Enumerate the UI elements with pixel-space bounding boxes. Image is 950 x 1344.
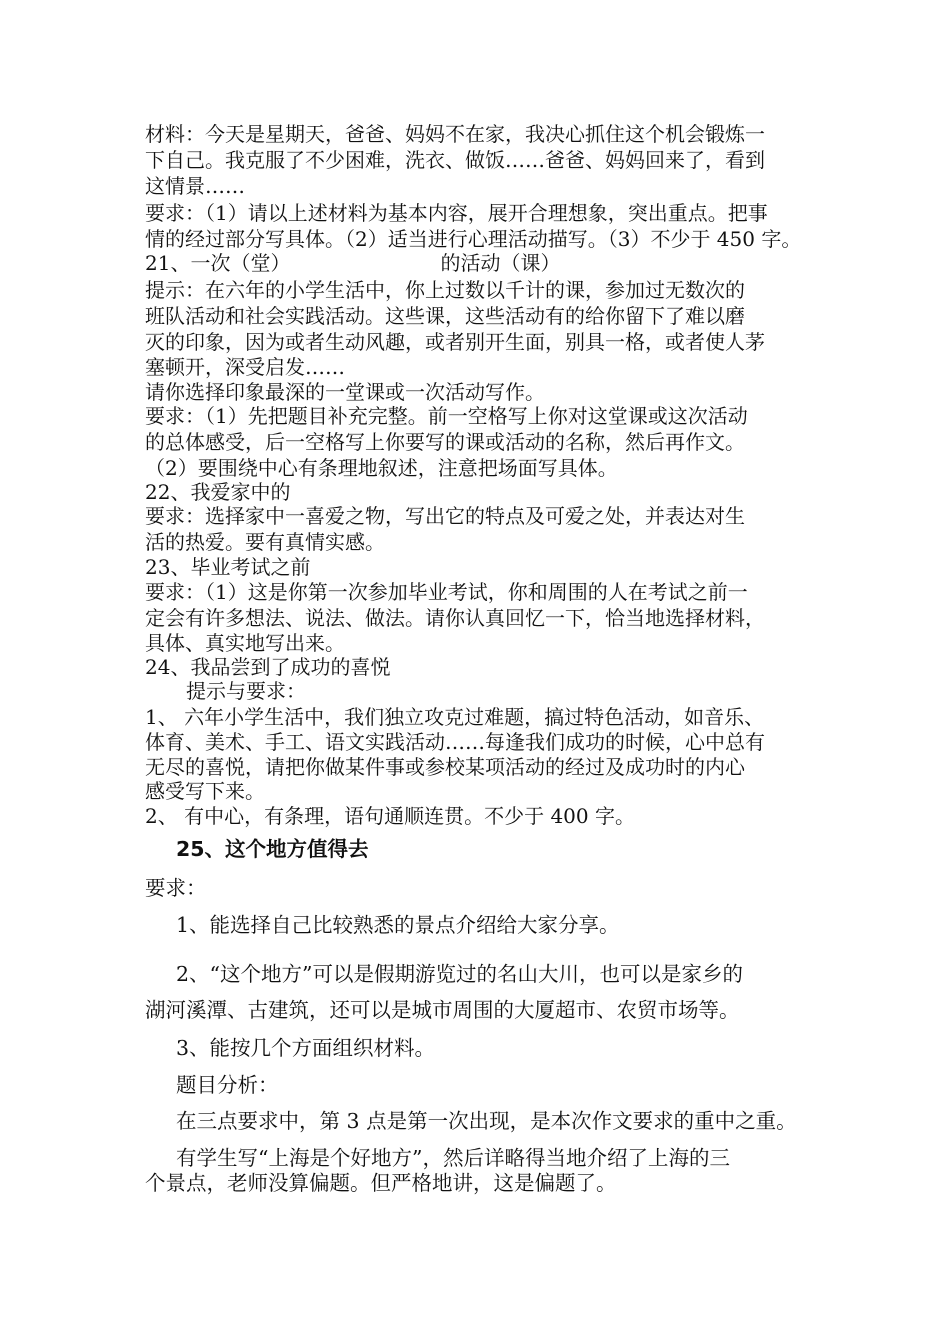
- text-line: 感受写下来。: [145, 779, 265, 803]
- text-line: 要求：（1）请以上述材料为基本内容，展开合理想象，突出重点。把事: [145, 201, 768, 225]
- text-line: 情的经过部分写具体。（2）适当进行心理活动描写。（3）不少于 450 字。: [145, 227, 802, 251]
- text-line: （2）要围绕中心有条理地叙述，注意把场面写具体。: [145, 456, 618, 480]
- text-line: 的总体感受，后一空格写上你要写的课或活动的名称，然后再作文。: [145, 430, 745, 454]
- topic-22-title: 22、我爱家中的: [145, 480, 291, 504]
- requirement-1: 1、能选择自己比较熟悉的景点介绍给大家分享。: [176, 913, 620, 937]
- text-line: 体育、美术、手工、语文实践活动……每逢我们成功的时候，心中总有: [145, 730, 765, 754]
- text-line: 提示与要求：: [186, 679, 306, 703]
- topic-24-title: 24、我品尝到了成功的喜悦: [145, 655, 391, 679]
- text-line: 请你选择印象最深的一堂课或一次活动写作。: [145, 380, 545, 404]
- text-line: 下自己。我克服了不少困难，洗衣、做饭……爸爸、妈妈回来了，看到: [145, 148, 765, 172]
- topic-21-part1: 21、一次（堂）: [145, 251, 291, 275]
- requirement-2: 2、“这个地方”可以是假期游览过的名山大川，也可以是家乡的: [176, 962, 744, 986]
- text-line: 班队活动和社会实践活动。这些课，这些活动有的给你留下了难以磨: [145, 304, 745, 328]
- text-line: 要求：（1）先把题目补充完整。前一空格写上你对这堂课或这次活动: [145, 404, 748, 428]
- text-line: 2、 有中心，有条理，语句通顺连贯。不少于 400 字。: [145, 804, 635, 828]
- text-line: 活的热爱。要有真情实感。: [145, 530, 385, 554]
- text-line: 定会有许多想法、说法、做法。请你认真回忆一下，恰当地选择材料，: [145, 606, 765, 630]
- requirements-label: 要求：: [145, 876, 207, 900]
- text-line: 材料：今天是星期天，爸爸、妈妈不在家，我决心抓住这个机会锻炼一: [145, 122, 765, 146]
- analysis-paragraph-2: 有学生写“上海是个好地方”，然后详略得当地介绍了上海的三: [176, 1146, 730, 1170]
- requirement-3: 3、能按几个方面组织材料。: [176, 1036, 436, 1060]
- text-line: 灭的印象，因为或者生动风趣，或者别开生面，别具一格，或者使人茅: [145, 330, 765, 354]
- text-line: 塞顿开，深受启发……: [145, 355, 345, 379]
- text-line: 个景点，老师没算偏题。但严格地讲，这是偏题了。: [145, 1171, 617, 1195]
- analysis-label: 题目分析：: [176, 1073, 279, 1097]
- topic-21-part2: 的活动（课）: [440, 251, 561, 275]
- text-line: 提示：在六年的小学生活中，你上过数以千计的课，参加过无数次的: [145, 278, 745, 302]
- text-line: 这情景……: [145, 174, 245, 198]
- topic-25-title: 25、这个地方值得去: [176, 837, 369, 861]
- analysis-paragraph-1: 在三点要求中，第 3 点是第一次出现，是本次作文要求的重中之重。: [176, 1109, 797, 1133]
- text-line: 1、 六年小学生活中，我们独立攻克过难题，搞过特色活动，如音乐、: [145, 705, 765, 729]
- text-line: 要求：（1）这是你第一次参加毕业考试，你和周围的人在考试之前一: [145, 580, 748, 604]
- text-line: 无尽的喜悦，请把你做某件事或参校某项活动的经过及成功时的内心: [145, 755, 745, 779]
- text-line: 湖河溪潭、古建筑，还可以是城市周围的大厦超市、农贸市场等。: [145, 998, 740, 1022]
- topic-21-title: [145, 251, 835, 275]
- text-line: 要求：选择家中一喜爱之物，写出它的特点及可爱之处，并表达对生: [145, 504, 745, 528]
- topic-23-title: 23、毕业考试之前: [145, 555, 311, 579]
- text-line: 具体、真实地写出来。: [145, 631, 345, 655]
